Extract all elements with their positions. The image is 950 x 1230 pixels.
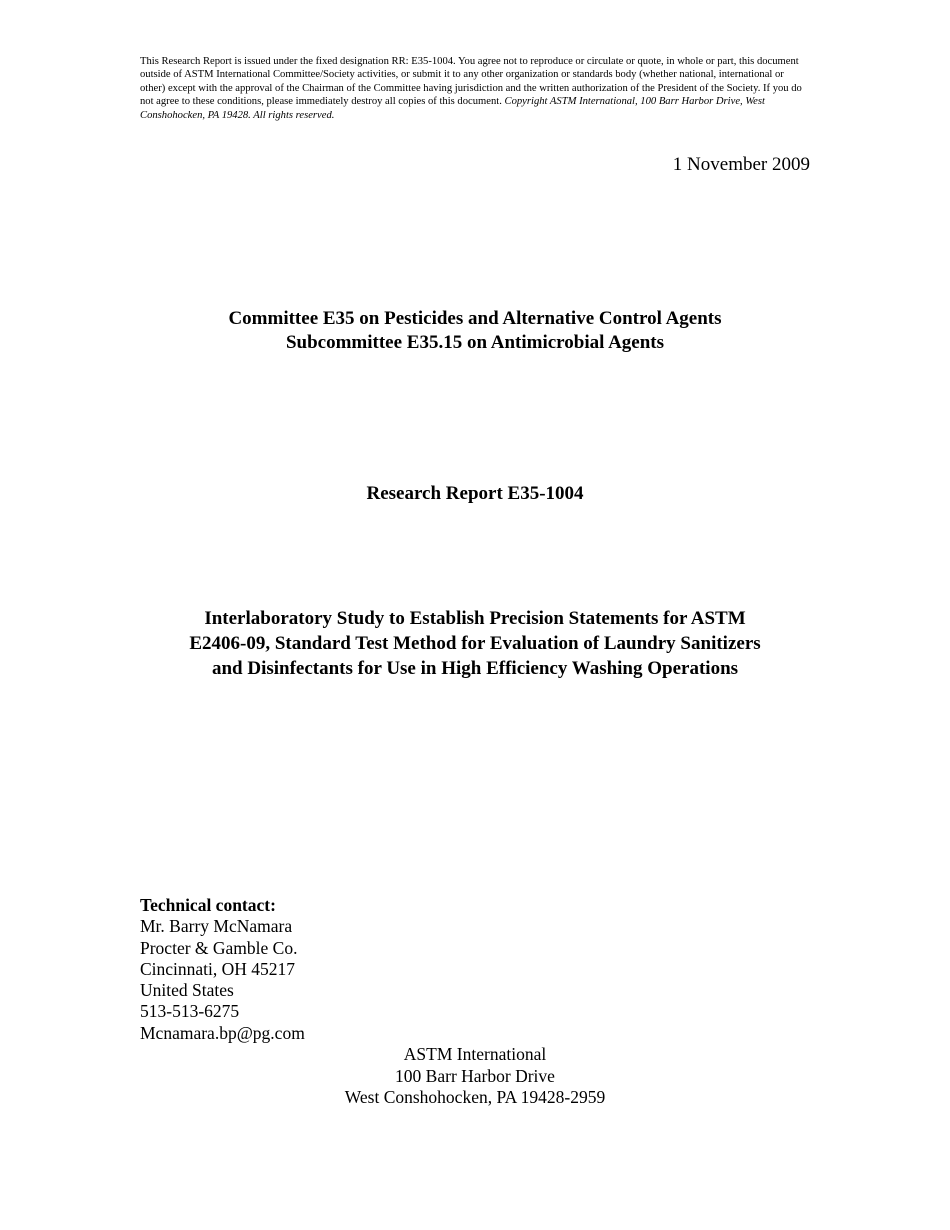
contact-phone: 513-513-6275 xyxy=(140,1001,240,1022)
technical-contact xyxy=(140,895,540,1044)
astm-address xyxy=(0,1044,950,1109)
contact-country: United States xyxy=(140,980,234,1001)
study-title-line: Interlaboratory Study to Establish Precision Statements for ASTM xyxy=(204,608,746,629)
contact-email: Mcnamara.bp@pg.com xyxy=(140,1022,305,1043)
contact-company: Procter & Gamble Co. xyxy=(140,937,298,958)
report-number: Research Report E35-1004 xyxy=(366,483,584,504)
committee-heading xyxy=(0,307,950,355)
copyright-notice xyxy=(140,55,810,122)
committee-line: Committee E35 on Pesticides and Alternative Control Agents xyxy=(228,308,722,329)
notice-copyright: Copyright ASTM International, 100 Barr Harbor Drive, West Conshohocken, PA 19428. All rights reserved. xyxy=(140,96,765,121)
astm-org: ASTM International xyxy=(403,1044,547,1064)
contact-heading: Technical contact: xyxy=(140,895,276,915)
astm-city: West Conshohocken, PA 19428-2959 xyxy=(344,1087,606,1107)
contact-city: Cincinnati, OH 45217 xyxy=(140,958,296,979)
study-title-line: and Disinfectants for Use in High Efficiency Washing Operations xyxy=(211,658,739,679)
astm-street: 100 Barr Harbor Drive xyxy=(395,1065,555,1086)
report-date: 1 November 2009 xyxy=(672,154,810,175)
notice-text: This Research Report is issued under the fixed designation RR: E35-1004. You agree not to reproduce or circulate or quote, in whole or part, this document outside of ASTM International Committee/Society activities, or submit it to any other organization or standards body (whether national, international or other) except with the approval of the Chairman of the Committee having jurisdiction and the written authorization of the President of the Society. If you do not agree to these conditions, please immediately destroy all copies of this document. xyxy=(140,56,802,108)
subcommittee-line: Subcommittee E35.15 on Antimicrobial Agents xyxy=(285,332,665,353)
study-title-line: E2406-09, Standard Test Method for Evaluation of Laundry Sanitizers xyxy=(189,633,761,654)
contact-name: Mr. Barry McNamara xyxy=(140,916,293,937)
study-title xyxy=(140,606,810,681)
